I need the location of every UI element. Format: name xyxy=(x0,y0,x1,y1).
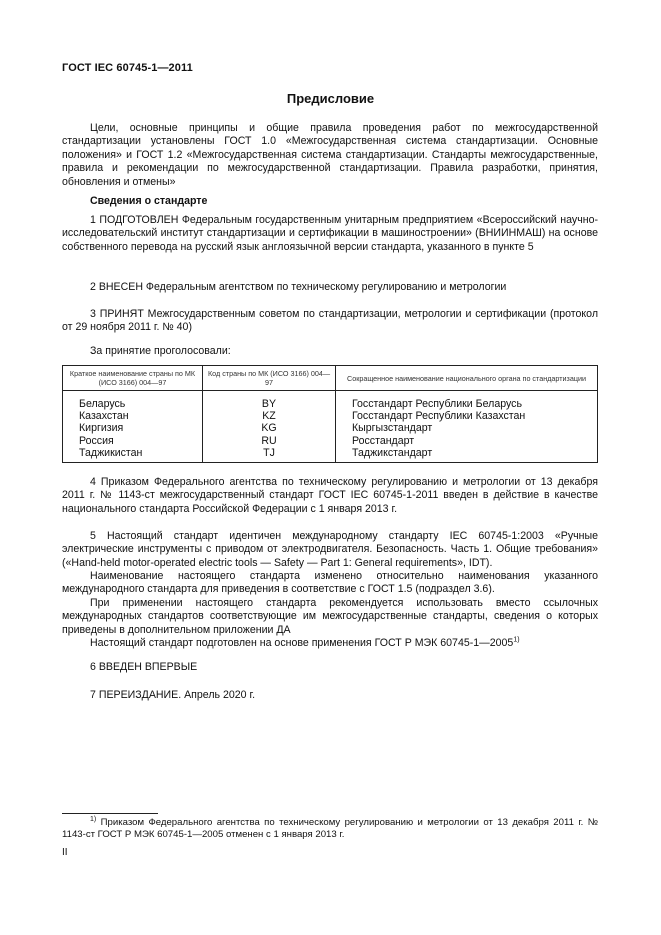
table-row xyxy=(63,447,598,463)
item-1-paragraph: 1 ПОДГОТОВЛЕН Федеральным государственным унитарным предприятием «Всероссийский научно-исследовательский институт стандартизации и сертификации в машиностроении» (ВНИИНМАШ) на основе собственного перевода на русский язык англоязычной версии стандарта, указанного в пункте 5 xyxy=(62,214,598,253)
country-code: KG xyxy=(203,422,336,434)
item-5-paragraph: 5 Настоящий стандарт идентичен международному стандарту IEC 60745-1:2003 «Ручные электрические инструменты с приводом от электродвигателя. Безопасность. Часть 1. Общие требования» («Hand-held motor-operated electric tools — Safety — Part 1: General requirements», IDT). xyxy=(62,530,598,569)
footnote-text: Приказом Федерального агентства по техническому регулированию и метрологии от 13 декабря 2011 г. № 1143-ст ГОСТ Р МЭК 60745-1—2005 отменен с 1 января 2013 г. xyxy=(62,817,598,840)
country-name: Киргизия xyxy=(63,422,203,434)
item-4-paragraph: 4 Приказом Федерального агентства по техническому регулированию и метрологии от 13 декабря 2011 г. № 1143-ст межгосударственный стандарт ГОСТ IEC 60745-1-2011 введен в действие в качестве национального стандарта Российской Федерации с 1 января 2013 г. xyxy=(62,476,598,515)
table-row xyxy=(63,391,598,411)
header-country-code: Код страны по МК (ИСО 3166) 004—97 xyxy=(203,366,336,391)
table-row xyxy=(63,435,598,447)
item-5-refs-paragraph: При применении настоящего стандарта рекомендуется использовать вместо ссылочных международных стандартов соответствующие им межгосударственные стандарты, сведения о которых приведены в дополнительном приложении ДА xyxy=(62,597,598,636)
item-3-paragraph: 3 ПРИНЯТ Межгосударственным советом по стандартизации, метрологии и сертификации (протокол от 29 ноября 2011 г. № 40) xyxy=(62,308,598,334)
voting-table xyxy=(62,365,598,463)
standards-body: Госстандарт Республики Беларусь xyxy=(352,398,522,410)
item-6-paragraph: 6 ВВЕДЕН ВПЕРВЫЕ xyxy=(90,661,198,673)
page-title: Предисловие xyxy=(286,91,375,106)
page-number: II xyxy=(62,847,68,858)
table-row xyxy=(63,410,598,422)
intro-paragraph: Цели, основные принципы и общие правила проведения работ по межгосударственной стандартизации установлены ГОСТ 1.0 «Межгосударственная система стандартизации. Основные положения» и ГОСТ 1.2 «Межгосударственная система стандартизации. Стандарты межгосударственные, правила и рекомендации по межгосударственной стандартизации. Правила разработки, принятия, обновления и отмены» xyxy=(62,122,598,188)
about-heading: Сведения о стандарте xyxy=(90,195,208,207)
standards-body: Кыргызстандарт xyxy=(352,422,433,435)
standards-body: Таджикстандарт xyxy=(352,446,433,459)
voted-label: За принятие проголосовали: xyxy=(90,345,231,357)
item-5-name-paragraph: Наименование настоящего стандарта изменено относительно наименования указанного международного стандарта для приведения в соответствие с ГОСТ 1.5 (подраздел 3.6). xyxy=(62,570,598,596)
item-2-paragraph: 2 ВНЕСЕН Федеральным агентством по техническому регулированию и метрологии xyxy=(90,281,507,293)
country-name: Россия xyxy=(63,435,203,447)
footnote-reference[interactable]: 1) xyxy=(513,636,520,644)
country-name: Таджикистан xyxy=(63,447,203,463)
header-country-name: Краткое наименование страны по МК (ИСО 3166) 004—97 xyxy=(63,366,203,391)
standards-body: Росстандарт xyxy=(352,434,415,447)
country-name: Беларусь xyxy=(63,391,203,411)
item-7-paragraph: 7 ПЕРЕИЗДАНИЕ. Апрель 2020 г. xyxy=(90,689,256,701)
header-standards-body: Сокращенное наименование национального органа по стандартизации xyxy=(336,366,598,391)
country-code: KZ xyxy=(203,410,336,422)
standards-body: Госстандарт Республики Казахстан xyxy=(352,410,526,423)
country-code: TJ xyxy=(203,447,336,463)
table-row xyxy=(63,422,598,434)
country-name: Казахстан xyxy=(63,410,203,422)
item-5-basis-text: Настоящий стандарт подготовлен на основе применения ГОСТ Р МЭК 60745-1—2005 xyxy=(90,637,514,649)
table-header-row xyxy=(63,366,598,391)
footnote-marker: 1) xyxy=(90,815,97,823)
footnote-divider xyxy=(62,813,158,814)
country-code: RU xyxy=(203,435,336,447)
document-header: ГОСТ IEC 60745-1—2011 xyxy=(62,62,193,74)
country-code: BY xyxy=(203,391,336,411)
footnote xyxy=(62,817,598,841)
item-5-basis-paragraph xyxy=(62,637,598,650)
